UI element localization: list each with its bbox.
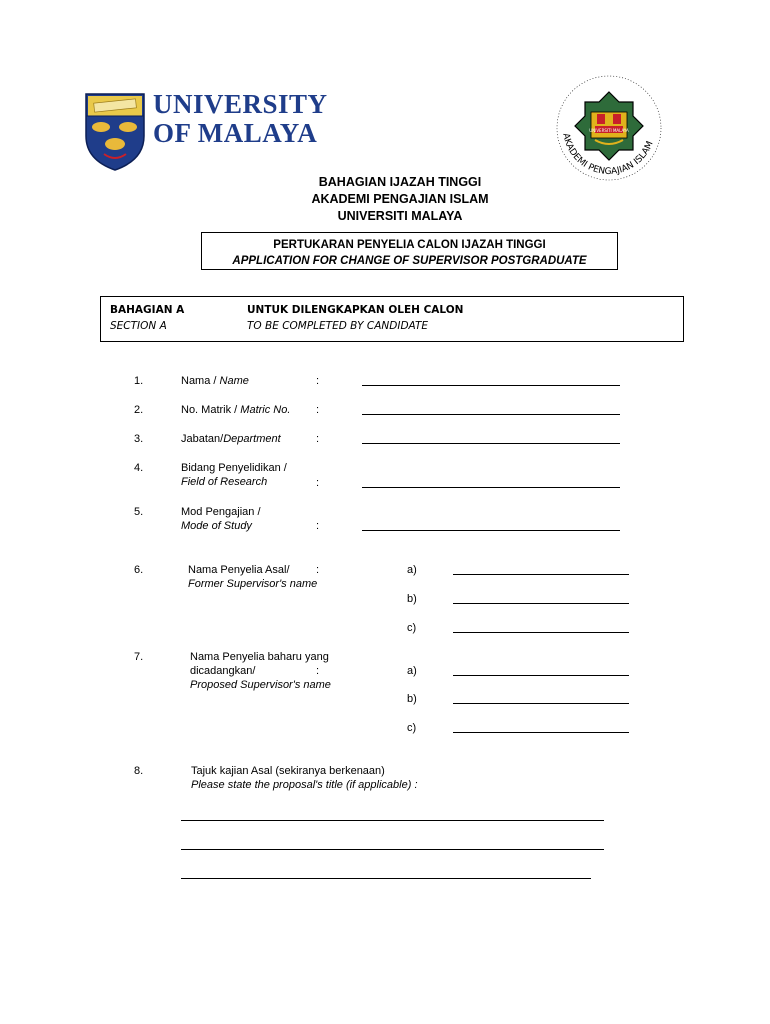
apium-logo-badge-text: UNIVERSITI MALAYA	[589, 128, 629, 133]
option-label: c)	[407, 622, 417, 634]
field-label-proposed-supervisor	[190, 650, 331, 692]
field-label-former-supervisor	[188, 563, 320, 591]
field-number: 8.	[134, 765, 144, 777]
field-label-malay: Tajuk kajian Asal (sekiranya berkenaan)	[191, 765, 385, 777]
field-number: 7.	[134, 651, 144, 663]
field-number: 6.	[134, 564, 144, 576]
field-number: 1.	[134, 375, 144, 387]
option-label: a)	[407, 564, 417, 576]
colon: :	[316, 520, 320, 532]
field-label-malay: Nama /	[181, 375, 220, 387]
field-label-malay: No. Matrik /	[181, 404, 241, 416]
field-label-english: Please state the proposal's title (if applicable) :	[191, 779, 418, 791]
proposed-supervisor-c-line[interactable]	[453, 732, 629, 733]
former-supervisor-b-line[interactable]	[453, 603, 629, 604]
field-label-english: Mode of Study	[181, 520, 252, 532]
former-supervisor-c-line[interactable]	[453, 632, 629, 633]
mode-input-line[interactable]	[362, 530, 620, 531]
field-label-malay: Jabatan/	[181, 433, 224, 445]
field-label-thesis-title	[191, 764, 418, 792]
university-name-line2: OF MALAYA	[153, 118, 318, 148]
form-title-english: APPLICATION FOR CHANGE OF SUPERVISOR POSTGRADUATE	[232, 255, 587, 267]
office-heading-line3: UNIVERSITI MALAYA	[337, 209, 463, 223]
field-label-english: Former Supervisor's name	[188, 578, 318, 590]
option-label: c)	[407, 722, 417, 734]
thesis-title-line-3[interactable]	[181, 878, 591, 879]
section-label-english: SECTION A	[110, 320, 167, 332]
colon: :	[316, 404, 320, 416]
field-label-name	[181, 374, 249, 388]
field-number: 5.	[134, 506, 144, 518]
section-label-malay: BAHAGIAN A	[110, 304, 185, 316]
field-label-matric	[181, 403, 290, 417]
field-number: 4.	[134, 462, 144, 474]
field-label-english: Proposed Supervisor's name	[190, 679, 331, 691]
colon: :	[316, 375, 320, 387]
section-desc-malay: UNTUK DILENGKAPKAN OLEH CALON	[247, 304, 464, 316]
field-label-malay: Nama Penyelia baharu yang	[190, 651, 329, 663]
apium-logo	[545, 70, 673, 188]
matric-input-line[interactable]	[362, 414, 620, 415]
colon: :	[316, 433, 320, 445]
thesis-title-line-1[interactable]	[181, 820, 604, 821]
proposed-supervisor-b-line[interactable]	[453, 703, 629, 704]
field-number: 3.	[134, 433, 144, 445]
section-desc-english: TO BE COMPLETED BY CANDIDATE	[247, 320, 429, 332]
office-heading	[200, 174, 600, 225]
university-name-line1: UNIVERSITY	[153, 89, 328, 119]
colon: :	[316, 477, 320, 489]
colon: :	[316, 665, 320, 677]
field-label-malay-cont: dicadangkan/	[190, 665, 256, 677]
university-crest-logo	[84, 92, 146, 172]
field-label-mode	[181, 505, 261, 533]
field-label-english: Department	[223, 433, 281, 445]
form-title-box	[201, 232, 618, 270]
proposed-supervisor-a-line[interactable]	[453, 675, 629, 676]
thesis-title-line-2[interactable]	[181, 849, 604, 850]
field-label-research	[181, 461, 287, 489]
field-label-malay: Mod Pengajian /	[181, 506, 261, 518]
field-label-english: Name	[219, 375, 249, 387]
form-title-malay: PERTUKARAN PENYELIA CALON IJAZAH TINGGI	[273, 239, 546, 251]
office-heading-line1: BAHAGIAN IJAZAH TINGGI	[318, 175, 482, 189]
research-input-line[interactable]	[362, 487, 620, 488]
section-a-box	[100, 296, 684, 342]
apium-logo-ring-text: AKADEMI PENGAJIAN ISLAM	[560, 132, 656, 178]
option-label: a)	[407, 665, 417, 677]
field-label-malay: Nama Penyelia Asal/	[188, 564, 290, 576]
option-label: b)	[407, 593, 417, 605]
field-number: 2.	[134, 404, 144, 416]
field-label-english: Field of Research	[181, 476, 268, 488]
colon: :	[316, 564, 320, 576]
option-label: b)	[407, 693, 417, 705]
former-supervisor-a-line[interactable]	[453, 574, 629, 575]
field-label-department	[181, 432, 281, 446]
name-input-line[interactable]	[362, 385, 620, 386]
office-heading-line2: AKADEMI PENGAJIAN ISLAM	[311, 192, 489, 206]
field-label-english: Matric No.	[240, 404, 291, 416]
department-input-line[interactable]	[362, 443, 620, 444]
field-label-malay: Bidang Penyelidikan /	[181, 462, 287, 474]
university-name	[153, 91, 328, 147]
